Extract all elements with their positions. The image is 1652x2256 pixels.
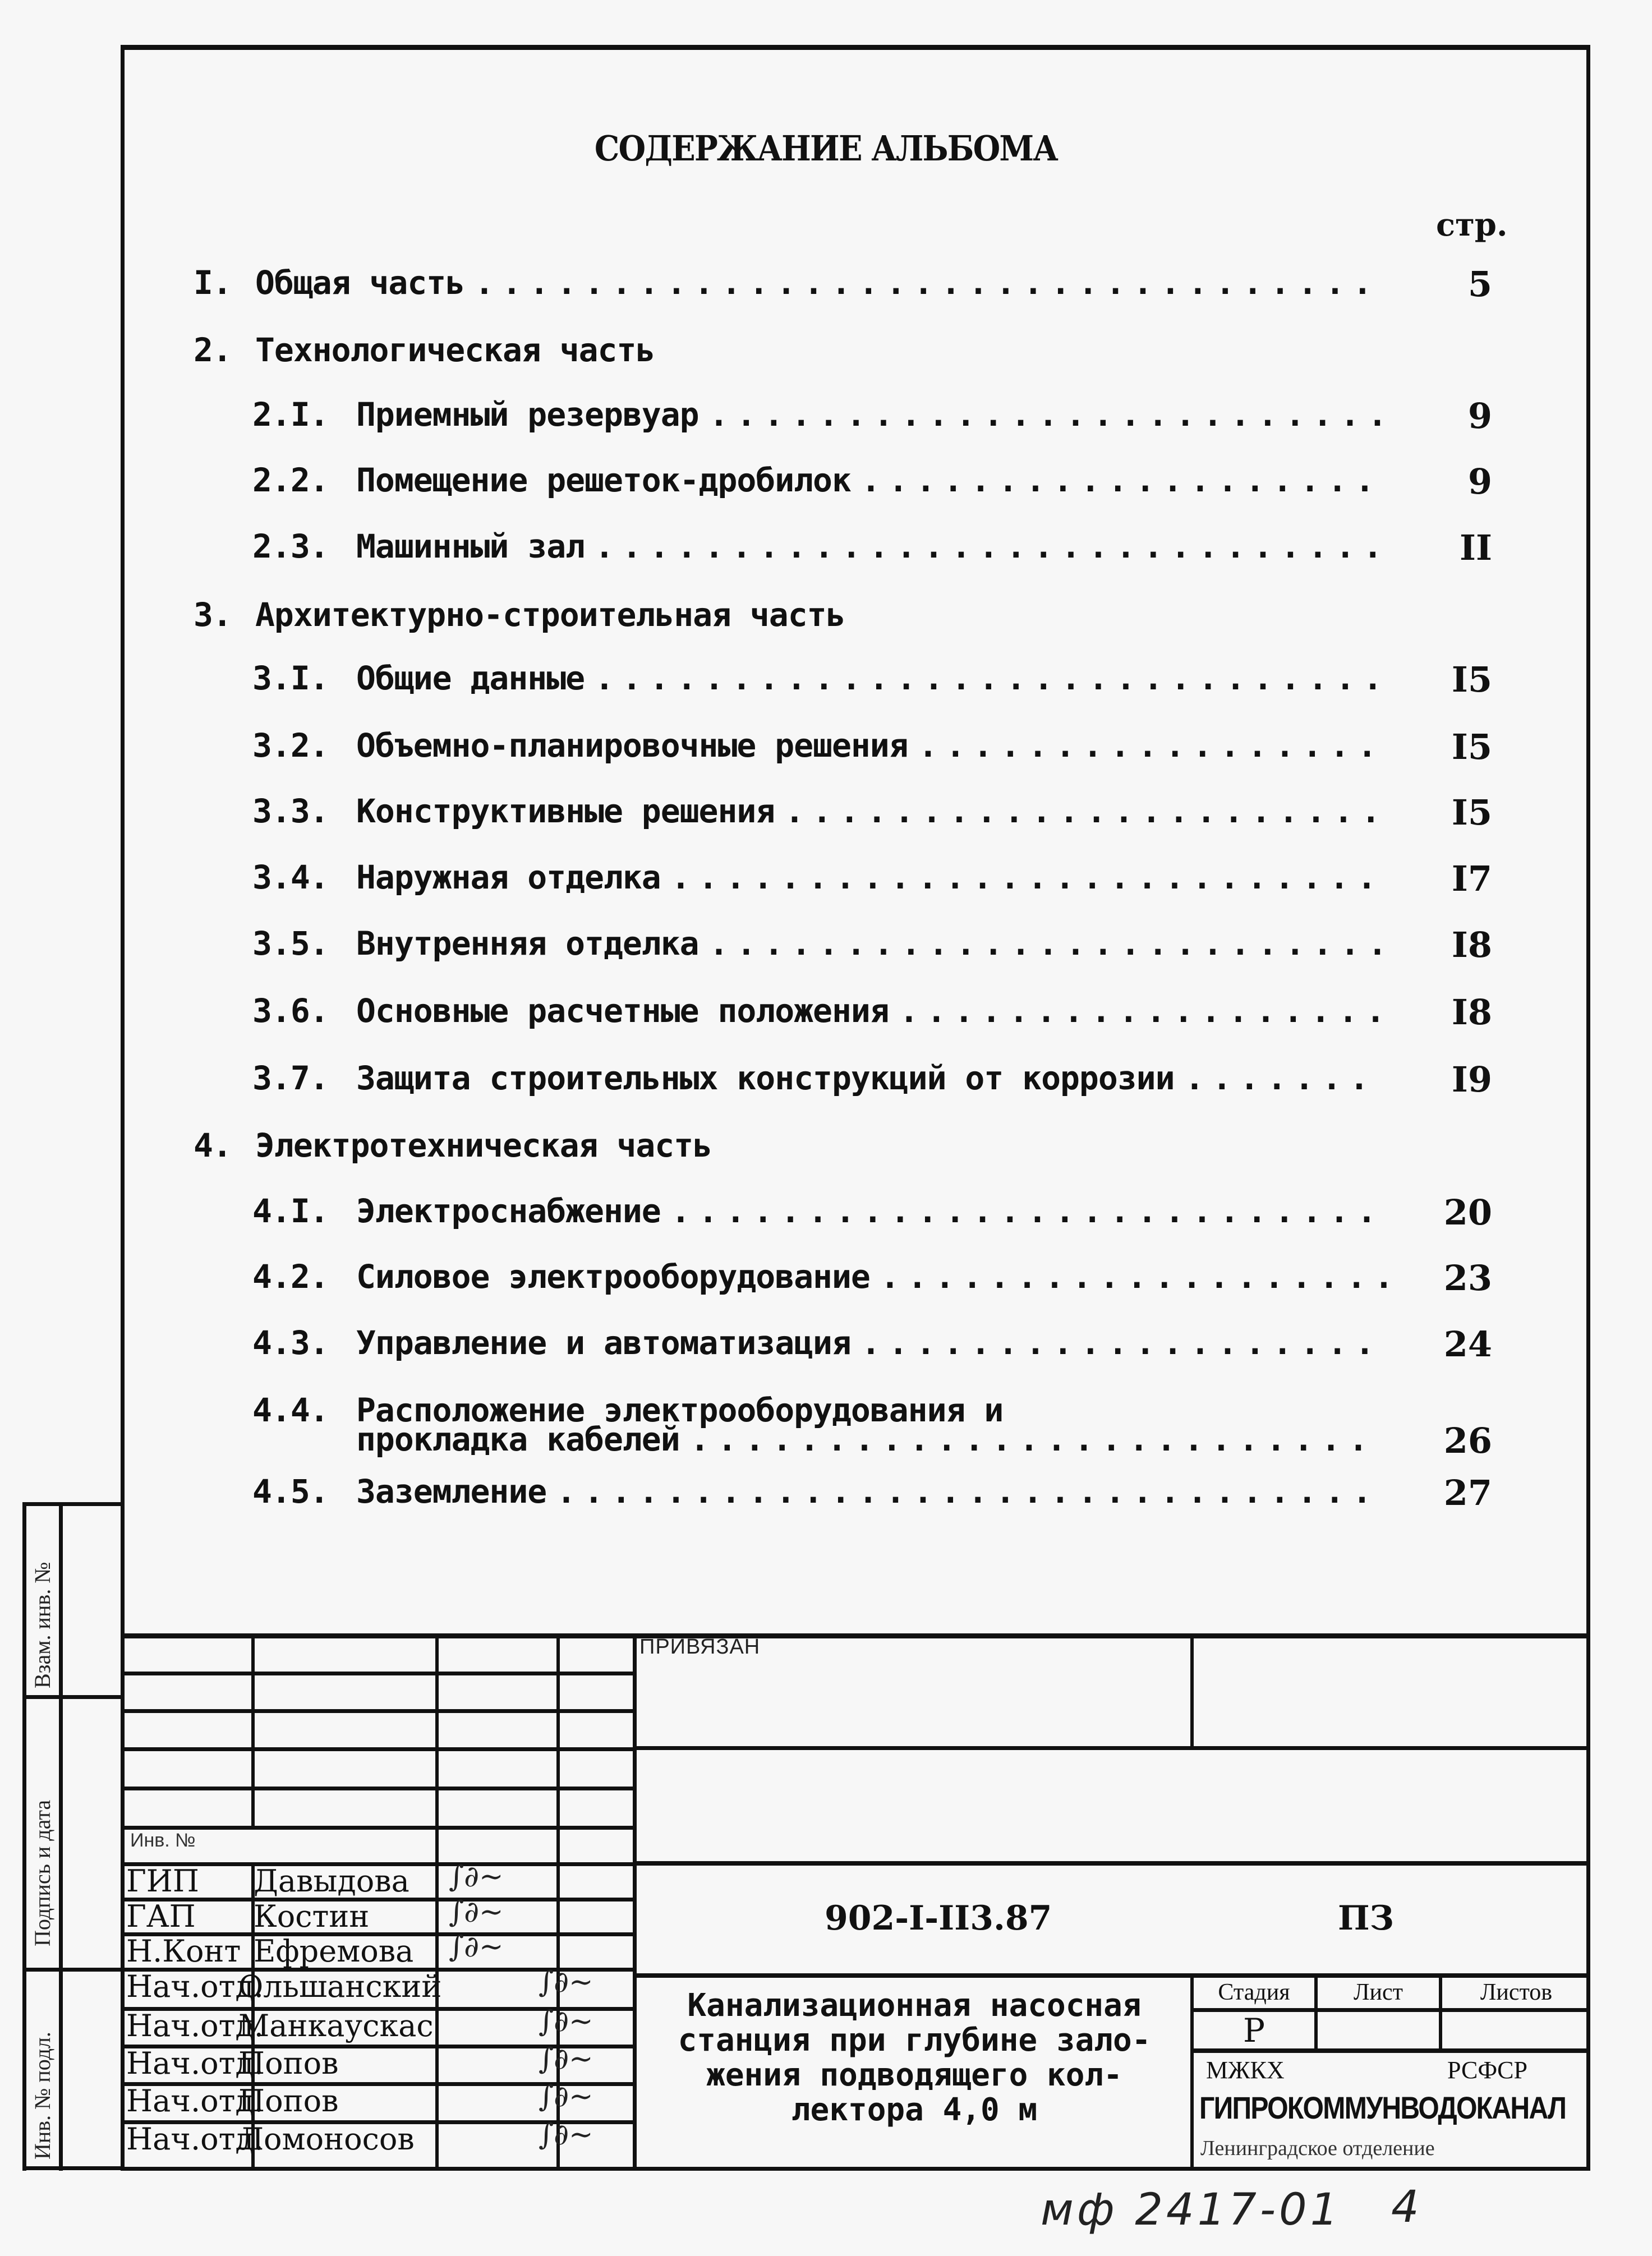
toc-item-number: 4.3. xyxy=(252,1324,329,1362)
toc-item-page: 24 xyxy=(1443,1324,1492,1365)
toc-item-page: I8 xyxy=(1451,992,1492,1033)
toc-item-number: 3.2. xyxy=(252,726,329,765)
republic-label: РСФСР xyxy=(1447,2056,1527,2084)
toc-item-label: Приемный резервуар xyxy=(356,395,699,434)
toc-item-label: Помещение решеток-дробилок xyxy=(356,461,851,499)
toc-item-label: Заземление xyxy=(356,1472,547,1511)
toc-item-page: I5 xyxy=(1451,726,1492,767)
signatory-role: Нач.отд. xyxy=(126,2083,264,2119)
signatory-name: Костин xyxy=(254,1899,370,1934)
title-block-line xyxy=(121,1633,1590,1638)
toc-item-page: 23 xyxy=(1443,1258,1492,1299)
signatory-role: Н.Конт xyxy=(126,1933,241,1969)
toc-item-page: II xyxy=(1459,527,1492,568)
toc-dot-leader: ................................. xyxy=(475,264,1380,302)
toc-item-label: Технологическая часть xyxy=(255,331,655,369)
toc-item-label: Внутренняя отделка xyxy=(356,924,699,963)
title-block-line xyxy=(633,1973,1590,1978)
signatory-role: Нач.отд. xyxy=(126,2008,264,2043)
project-title-line: Канализационная насосная xyxy=(687,1987,1142,2024)
toc-dot-leader: ......................... xyxy=(690,1420,1376,1458)
title-block-line xyxy=(435,1633,439,2171)
margin-label-original-inv: Инв. № подл. xyxy=(30,2032,55,2160)
signature-mark-icon: ∫∂~ xyxy=(449,1860,504,1894)
toc-dot-leader: ................... xyxy=(880,1258,1402,1296)
margin-line xyxy=(22,1502,26,2171)
sheet-header: Лист xyxy=(1354,1979,1403,2005)
project-title-line: лектора 4,0 м xyxy=(791,2092,1038,2128)
toc-dot-leader: .......................... xyxy=(671,858,1384,896)
toc-item-page: 9 xyxy=(1467,461,1492,502)
toc-item-page: I7 xyxy=(1451,858,1492,899)
toc-dot-leader: .......................... xyxy=(671,1192,1384,1230)
title-block-line xyxy=(633,1861,1590,1866)
page-title: СОДЕРЖАНИЕ АЛЬБОМА xyxy=(594,128,1058,169)
toc-item-label: Общая часть xyxy=(255,264,465,302)
toc-item-number: 3.7. xyxy=(252,1059,329,1097)
toc-item-number: 3.I. xyxy=(252,659,329,697)
toc-dot-leader: .............................. xyxy=(556,1472,1380,1511)
toc-item-label: Электроснабжение xyxy=(356,1192,661,1230)
toc-item-label: Машинный зал xyxy=(356,527,585,565)
toc-item-page: I9 xyxy=(1451,1059,1492,1100)
signatory-name: Попов xyxy=(238,2046,339,2081)
signatory-name: Ефремова xyxy=(254,1933,414,1969)
toc-item-number: 2.2. xyxy=(252,461,329,499)
signatory-name: Ольшанский xyxy=(238,1969,442,2004)
toc-dot-leader: ......................... xyxy=(709,924,1395,963)
toc-item-page: 27 xyxy=(1443,1472,1492,1513)
project-title-line: станция при глубине зало- xyxy=(678,2022,1151,2059)
margin-line xyxy=(22,1968,123,1972)
toc-item-page: 26 xyxy=(1443,1420,1492,1461)
toc-item-page: 5 xyxy=(1467,264,1492,305)
title-block-line xyxy=(251,1633,255,1826)
handwritten-archive-note: мф 2417-01 xyxy=(1041,2185,1342,2235)
margin-line xyxy=(59,1502,63,2171)
signatory-name: Попов xyxy=(238,2083,339,2119)
margin-line xyxy=(22,1502,123,1506)
stage-value: Р xyxy=(1243,2011,1266,2050)
signatory-name: Давыдова xyxy=(254,1863,409,1899)
toc-item-label: Наружная отделка xyxy=(356,858,661,896)
project-title xyxy=(637,1988,1192,2128)
toc-item-number: I. xyxy=(194,264,232,302)
toc-item-number: 4.5. xyxy=(252,1472,329,1511)
signatory-name: Манкаускас xyxy=(238,2008,434,2043)
margin-line xyxy=(22,2166,123,2170)
toc-dot-leader: ....... xyxy=(1185,1059,1377,1097)
toc-item-page: 20 xyxy=(1443,1192,1492,1233)
privyazan-label: ПРИВЯЗАН xyxy=(639,1635,761,1659)
toc-item-label: Расположение электрооборудования и xyxy=(356,1391,1004,1429)
signatory-role: ГИП xyxy=(126,1863,199,1899)
toc-item-number: 2.I. xyxy=(252,395,329,434)
toc-dot-leader: ......................... xyxy=(709,395,1395,434)
toc-item-number: 4. xyxy=(194,1126,232,1164)
toc-dot-leader: ............................. xyxy=(595,527,1391,565)
toc-item-number: 3.6. xyxy=(252,992,329,1030)
signature-mark-icon: ∫∂~ xyxy=(539,2080,593,2114)
signature-mark-icon: ∫∂~ xyxy=(539,2005,593,2038)
signature-mark-icon: ∫∂~ xyxy=(449,1930,504,1964)
ministry-label: МЖКХ xyxy=(1206,2056,1285,2084)
signature-mark-icon: ∫∂~ xyxy=(449,1895,504,1929)
toc-item-label-continued: прокладка кабелей xyxy=(356,1420,680,1458)
toc-item-label: Объемно-планировочные решения xyxy=(356,726,908,765)
toc-dot-leader: .................. xyxy=(899,992,1393,1030)
inv-label: Инв. № xyxy=(130,1830,196,1851)
toc-dot-leader: ................... xyxy=(861,1324,1383,1362)
signature-mark-icon: ∫∂~ xyxy=(539,1965,593,1999)
signatory-role: Нач.отд. xyxy=(126,1969,264,2004)
margin-line xyxy=(22,1695,123,1699)
document-mark: ПЗ xyxy=(1338,1899,1394,1938)
toc-item-label: Электротехническая часть xyxy=(255,1126,712,1164)
toc-item-number: 3.5. xyxy=(252,924,329,963)
toc-dot-leader: ................. xyxy=(918,726,1385,765)
toc-item-number: 4.2. xyxy=(252,1258,329,1296)
toc-item-label: Основные расчетные положения xyxy=(356,992,889,1030)
toc-dot-leader: ...................... xyxy=(785,792,1389,830)
toc-item-label: Управление и автоматизация xyxy=(356,1324,851,1362)
toc-item-label: Архитектурно-строительная часть xyxy=(255,596,845,634)
toc-dot-leader: ................... xyxy=(861,461,1383,499)
toc-item-page: I8 xyxy=(1451,924,1492,965)
toc-item-number: 4.I. xyxy=(252,1192,329,1230)
signatory-role: Нач.отд. xyxy=(126,2121,264,2157)
project-title-line: жения подводящего кол- xyxy=(706,2057,1122,2093)
organization-name: ГИПРОКОММУНВОДОКАНАЛ xyxy=(1199,2090,1566,2125)
toc-item-number: 3. xyxy=(194,596,232,634)
toc-item-number: 4.4. xyxy=(252,1391,329,1429)
stage-header: Стадия xyxy=(1218,1979,1290,2005)
toc-item-label: Защита строительных конструкций от коррозии xyxy=(356,1059,1175,1097)
toc-item-label: Общие данные xyxy=(356,659,585,697)
signatory-role: ГАП xyxy=(126,1899,196,1934)
toc-item-number: 3.3. xyxy=(252,792,329,830)
toc-item-label: Конструктивные решения xyxy=(356,792,775,830)
margin-label-signature-date: Подпись и дата xyxy=(30,1799,55,1946)
toc-dot-leader: ............................. xyxy=(595,659,1391,697)
title-block-line xyxy=(633,1746,1590,1750)
toc-item-number: 2. xyxy=(194,331,232,369)
title-block-line xyxy=(1190,1633,1194,1747)
toc-item-page: I5 xyxy=(1451,792,1492,833)
title-block-line xyxy=(633,1633,637,2171)
signatory-name: Ломоносов xyxy=(238,2121,415,2157)
page-column-header: стр. xyxy=(1436,206,1508,243)
toc-item-page: I5 xyxy=(1451,659,1492,700)
page-number: 4 xyxy=(1391,2182,1423,2232)
signatory-role: Нач.отд. xyxy=(126,2046,264,2081)
sheets-header: Листов xyxy=(1480,1979,1553,2005)
toc-item-page: 9 xyxy=(1467,395,1492,436)
document-code: 902-I-II3.87 xyxy=(825,1899,1052,1938)
margin-label-replaced-inv: Взам. инв. № xyxy=(30,1562,55,1688)
toc-item-number: 2.3. xyxy=(252,527,329,565)
signature-mark-icon: ∫∂~ xyxy=(539,2118,593,2152)
toc-item-label: Силовое электрооборудование xyxy=(356,1258,870,1296)
branch-name: Ленинградское отделение xyxy=(1200,2137,1435,2160)
toc-item-number: 3.4. xyxy=(252,858,329,896)
signature-mark-icon: ∫∂~ xyxy=(539,2042,593,2076)
